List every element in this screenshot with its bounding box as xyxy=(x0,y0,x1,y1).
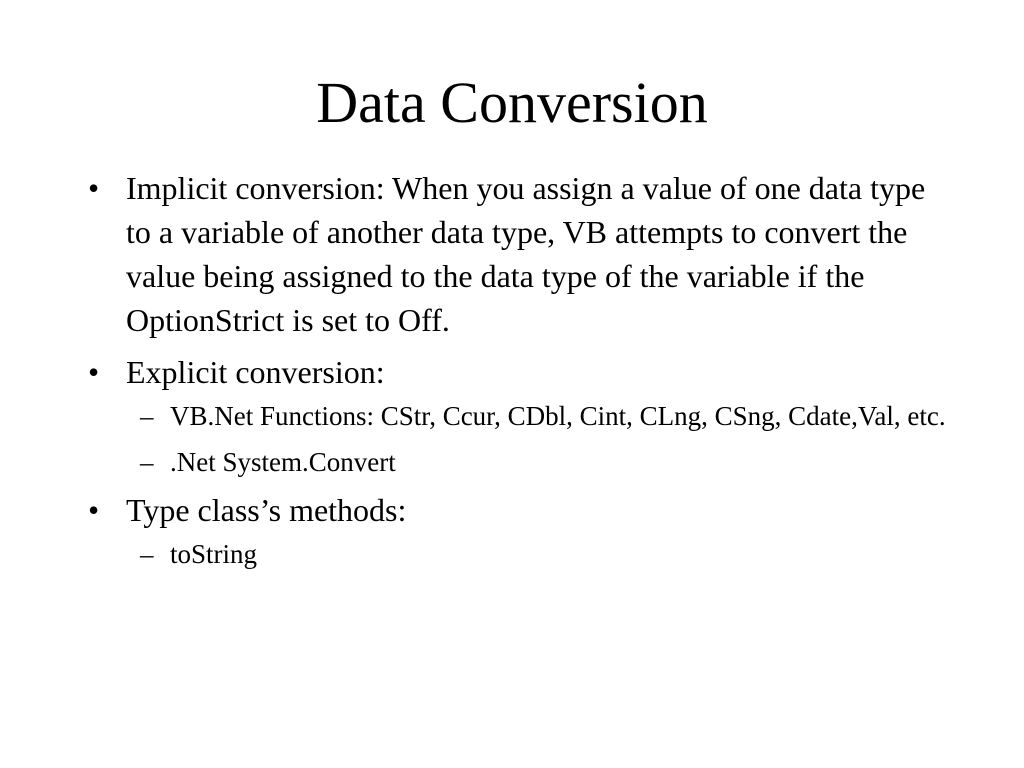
sub-bullet-marker: – xyxy=(140,447,154,477)
bullet-text: Type class’s methods: xyxy=(126,492,407,528)
bullet-marker: • xyxy=(88,354,100,390)
bullet-list xyxy=(88,166,958,572)
sub-bullet-text: VB.Net Functions: CStr, Ccur, CDbl, Cint, CLng, CSng, Cdate,Val, etc. xyxy=(170,401,946,431)
slide-title: Data Conversion xyxy=(316,70,708,135)
bullet-text: Explicit conversion: xyxy=(126,354,385,390)
sub-bullet-item-system-convert xyxy=(140,444,958,480)
bullet-marker: • xyxy=(88,170,100,206)
sub-bullet-text: toString xyxy=(170,539,258,569)
sub-bullet-item-vbnet-functions xyxy=(140,398,958,434)
sub-bullet-item-tostring xyxy=(140,536,958,572)
bullet-text: Implicit conversion: When you assign a value of one data type to a variable of another data type, VB attempts to convert the value being assigned to the data type of the variable if the OptionStrict is set to Off. xyxy=(126,170,926,338)
bullet-item-explicit-conversion xyxy=(88,350,958,394)
sub-bullet-marker: – xyxy=(140,539,154,569)
bullet-item-type-class-methods xyxy=(88,488,958,532)
bullet-item-implicit-conversion xyxy=(88,166,958,342)
sub-bullet-list-explicit xyxy=(140,398,958,480)
bullet-marker: • xyxy=(88,492,100,528)
sub-bullet-text: .Net System.Convert xyxy=(170,447,396,477)
sub-bullet-list-type-class xyxy=(140,536,958,572)
sub-bullet-marker: – xyxy=(140,401,154,431)
